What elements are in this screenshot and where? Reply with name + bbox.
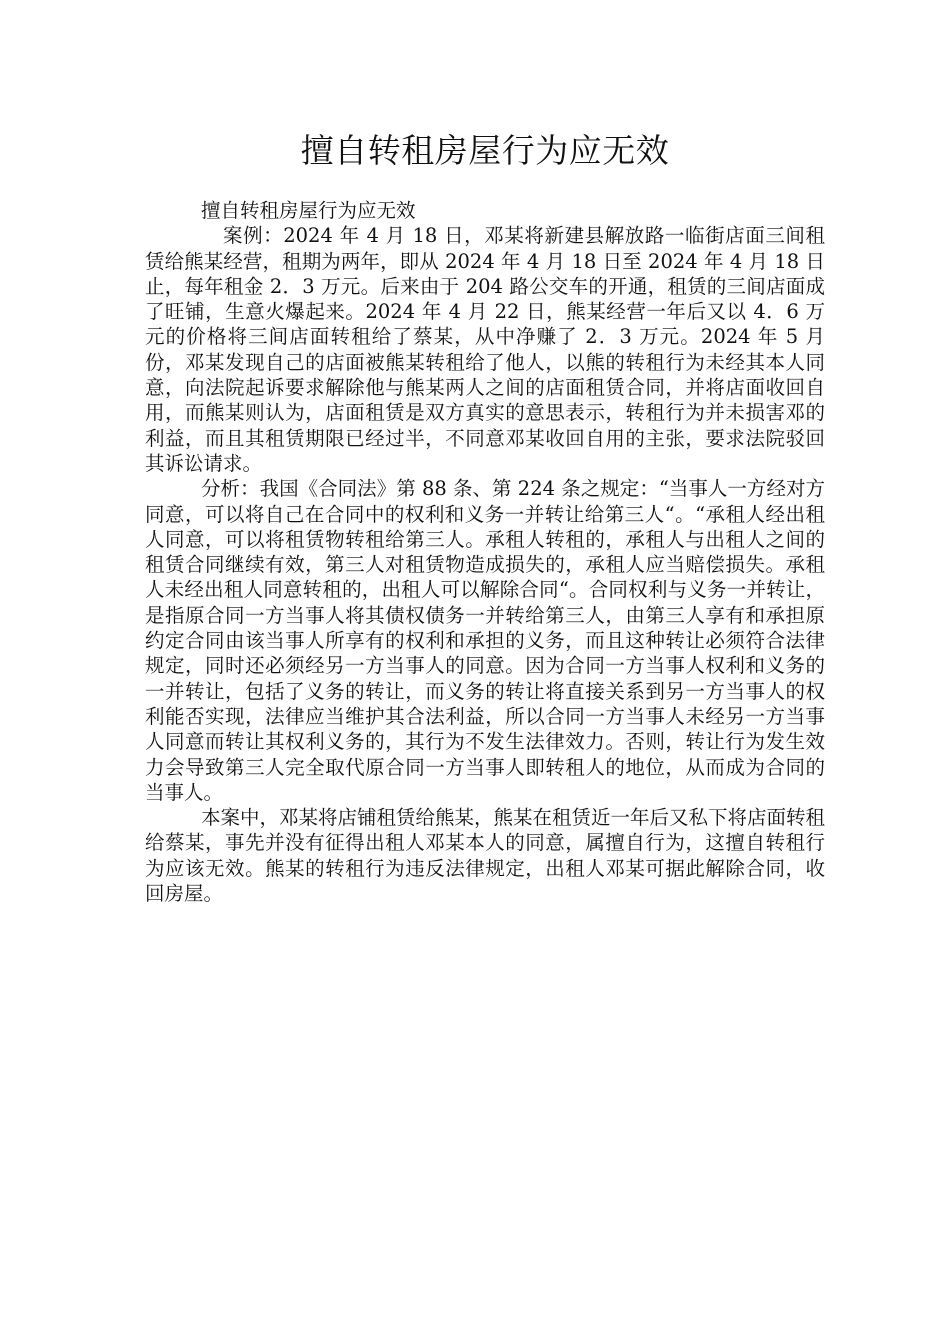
conclusion-paragraph: 本案中，邓某将店铺租赁给熊某，熊某在租赁近一年后又私下将店面转租给蔡某，事先并没有征得出租人邓某本人的同意，属擅自行为，这擅自转租行为应该无效。熊某的转租行为违反法律规定，出租人邓某可据此解除合同，收回房屋。 xyxy=(145,806,826,906)
case-paragraph: 案例：2024 年 4 月 18 日，邓某将新建县解放路一临街店面三间租赁给熊某经营，租期为两年，即从 2024 年 4 月 18 日至 2024 年 4 月 18 日止，每年租金 2．3 万元。后来由于 204 路公交车的开通，租赁的三间店面成了旺铺，生意火爆起来。2024 年 4 月 22 日，熊某经营一年后又以 4．6 万元的价格将三间店面转租给了蔡某，从中净赚了 2．3 万元。2024 年 5 月份，邓某发现自己的店面被熊某转租给了他人，以熊的转租行为未经其本人同意，向法院起诉要求解除他与熊某两人之间的店面租赁合同，并将店面收回自用，而熊某则认为，店面租赁是双方真实的意思表示，转租行为并未损害邓的利益，而且其租赁期限已经过半，不同意邓某收回自用的主张，要求法院驳回其诉讼请求。 xyxy=(145,224,825,475)
document-title: 擅自转租房屋行为应无效 xyxy=(300,131,670,170)
document-subtitle: 擅自转租房屋行为应无效 xyxy=(201,199,416,222)
analysis-paragraph: 分析：我国《合同法》第 88 条、第 224 条之规定：“当事人一方经对方同意，可以将自己在合同中的权利和义务一并转让给第三人“。“承租人经出租人同意，可以将租赁物转租给第三人。承租人转租的，承租人与出租人之间的租赁合同继续有效，第三人对租赁物造成损失的，承租人应当赔偿损失。承租人未经出租人同意转租的，出租人可以解除合同“。合同权利与义务一并转让，是指原合同一方当事人将其债权债务一并转给第三人，由第三人享有和承担原约定合同由该当事人所享有的权利和承担的义务，而且这种转让必须符合法律规定，同时还必须经另一方当事人的同意。因为合同一方当事人权利和义务的一并转让，包括了义务的转让，而义务的转让将直接关系到另一方当事人的权利能否实现，法律应当维护其合法利益，所以合同一方当事人未经另一方当事人同意而转让其权利义务的，其行为不发生法律效力。否则，转让行为发生效力会导致第三人完全取代原合同一方当事人即转租人的地位，从而成为合同的当事人。 xyxy=(145,477,825,804)
document-body xyxy=(145,198,825,906)
